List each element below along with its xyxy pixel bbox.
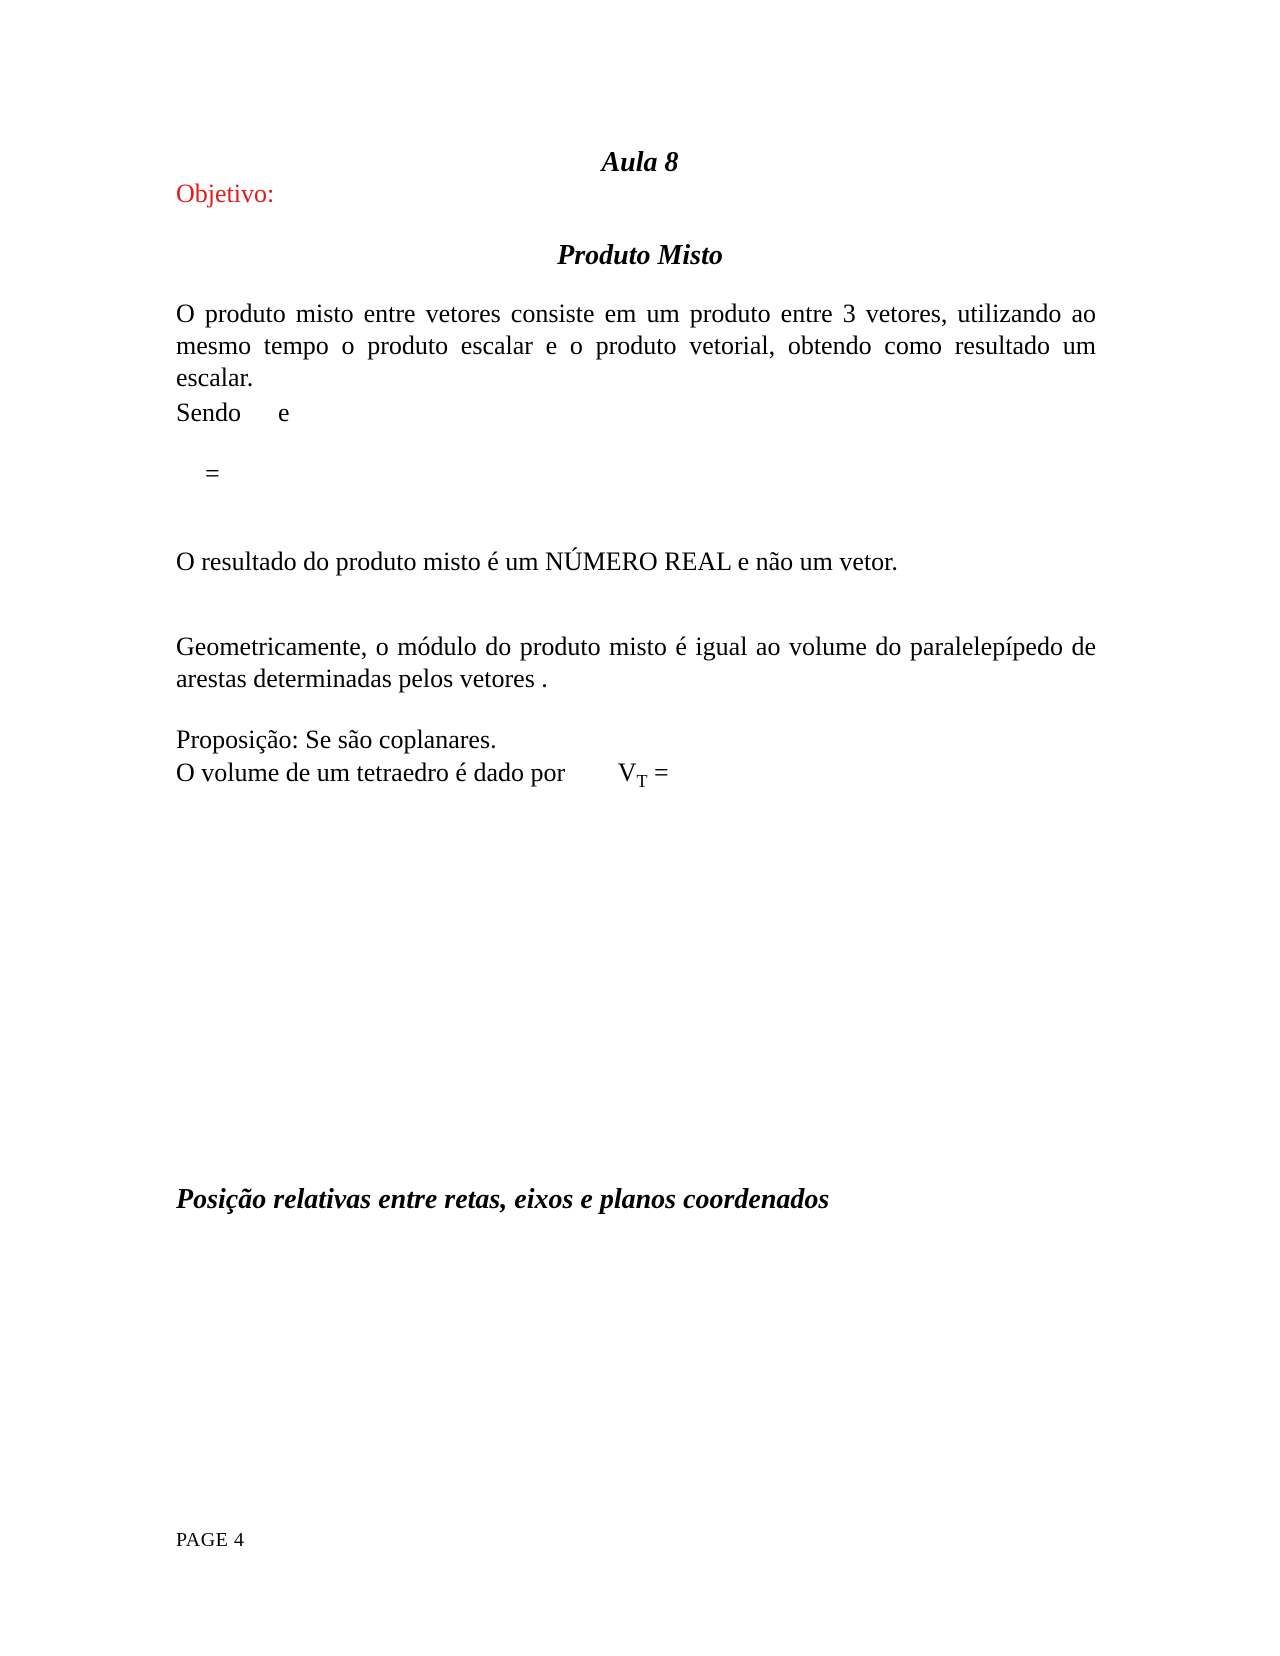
page-number: PAGE 4 <box>176 1529 245 1551</box>
e-word: e <box>278 398 290 427</box>
sendo-line <box>176 397 290 429</box>
lesson-title: Aula 8 <box>601 147 679 178</box>
equals-sign: = <box>205 459 220 488</box>
vt-equals: = <box>653 758 669 787</box>
proposition-line: Proposição: Se são coplanares. <box>176 725 497 754</box>
paragraph-definition: O produto misto entre vetores consiste em um produto entre 3 vetores, utilizando ao mesmo tempo o produto escalar e o produto vetorial, obtendo como resultado um escalar. <box>176 299 1096 392</box>
sendo-word: Sendo <box>176 398 241 427</box>
section-title-produto-misto: Produto Misto <box>557 240 723 271</box>
vt-symbol: $V_T$ <box>617 758 648 791</box>
objective-label: Objetivo: <box>176 179 275 208</box>
section-title-posicao-relativas: Posição relativas entre retas, eixos e planos coordenados <box>176 1184 830 1215</box>
volume-line <box>176 757 669 789</box>
paragraph-geometric: Geometricamente, o módulo do produto misto é igual ao volume do paralelepípedo de arestas determinadas pelos vetores . <box>176 632 1096 693</box>
volume-prefix: O volume de um tetraedro é dado por <box>176 758 566 787</box>
result-note: O resultado do produto misto é um NÚMERO REAL e não um vetor. <box>176 547 898 576</box>
